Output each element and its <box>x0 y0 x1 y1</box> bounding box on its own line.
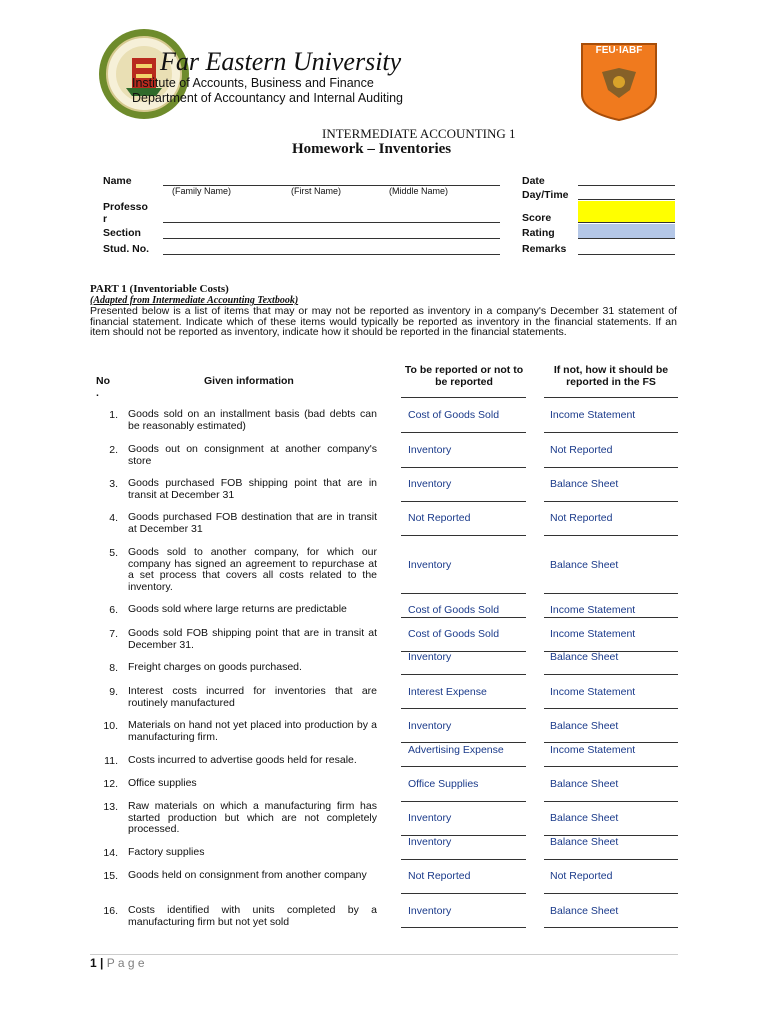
row-number: 14. <box>103 847 118 859</box>
row-report-answer[interactable]: Office Supplies <box>408 778 479 790</box>
row-given-information: Factory supplies <box>128 846 205 858</box>
family-name-hint: (Family Name) <box>172 186 232 196</box>
daytime-label: Day/Time <box>522 189 569 201</box>
row-given-information: Freight charges on goods purchased. <box>128 661 302 673</box>
row-fs-line <box>544 593 678 594</box>
rating-field[interactable] <box>578 224 675 239</box>
row-report-line <box>401 766 526 767</box>
row-report-line <box>401 432 526 433</box>
row-number: 3. <box>109 478 118 490</box>
row-fs-line <box>544 674 678 675</box>
row-report-line <box>401 893 526 894</box>
shield-logo-text: FEU·IABF <box>595 45 643 56</box>
row-fs-answer[interactable]: Income Statement <box>550 686 636 698</box>
row-number: 12. <box>103 778 118 790</box>
part1-title: PART 1 (Inventoriable Costs) <box>90 283 229 295</box>
row-report-answer[interactable]: Inventory <box>408 812 452 824</box>
row-report-line <box>401 801 526 802</box>
row-report-answer[interactable]: Inventory <box>408 444 452 456</box>
row-given-information: Goods sold on an installment basis (bad debts can be reasonably estimated) <box>128 408 377 432</box>
row-report-answer[interactable]: Inventory <box>408 478 452 490</box>
score-label: Score <box>522 212 552 224</box>
row-report-answer[interactable]: Inventory <box>408 720 452 732</box>
institute-name: Institute of Accounts, Business and Finance <box>132 76 374 90</box>
department-name: Department of Accountancy and Internal Auditing <box>132 91 404 105</box>
row-number: 4. <box>109 512 118 524</box>
remarks-field[interactable] <box>578 254 675 255</box>
first-name-hint: (First Name) <box>291 186 341 196</box>
row-fs-answer[interactable]: Balance Sheet <box>550 836 619 848</box>
feu-iabf-shield-logo <box>580 42 658 122</box>
row-fs-answer[interactable]: Balance Sheet <box>550 720 619 732</box>
row-report-answer[interactable]: Advertising Expense <box>408 744 504 756</box>
homework-title: Homework – Inventories <box>292 141 452 157</box>
row-fs-answer[interactable]: Balance Sheet <box>550 651 619 663</box>
row-fs-line <box>544 893 678 894</box>
row-given-information: Goods sold where large returns are predictable <box>128 603 347 615</box>
footer-rule <box>90 954 678 955</box>
row-fs-line <box>544 742 678 743</box>
row-fs-line <box>544 467 678 468</box>
name-label: Name <box>103 175 132 187</box>
row-report-line <box>401 859 526 860</box>
professor-field[interactable] <box>163 222 500 223</box>
row-fs-line <box>544 708 678 709</box>
row-number: 10. <box>103 720 118 732</box>
row-number: 15. <box>103 870 118 882</box>
row-report-line <box>401 501 526 502</box>
daytime-field[interactable] <box>578 199 675 200</box>
page-no: 1 <box>90 956 97 970</box>
row-report-answer[interactable]: Cost of Goods Sold <box>408 628 500 640</box>
row-number: 1. <box>109 409 118 421</box>
remarks-label: Remarks <box>522 243 567 255</box>
row-given-information: Goods held on consignment from another company <box>128 869 367 881</box>
row-report-line <box>401 535 526 536</box>
middle-name-hint: (Middle Name) <box>389 186 449 196</box>
stud-no-label: Stud. No. <box>103 243 150 255</box>
row-fs-line <box>544 535 678 536</box>
row-fs-answer[interactable]: Income Statement <box>550 744 636 756</box>
row-fs-answer[interactable]: Not Reported <box>550 870 613 882</box>
row-report-line <box>401 593 526 594</box>
row-report-line <box>401 674 526 675</box>
course-title: INTERMEDIATE ACCOUNTING 1 <box>322 126 516 141</box>
row-report-line <box>401 742 526 743</box>
row-report-answer[interactable]: Cost of Goods Sold <box>408 409 500 421</box>
score-field[interactable] <box>578 201 675 223</box>
date-field[interactable] <box>578 185 675 186</box>
row-report-answer[interactable]: Not Reported <box>408 512 471 524</box>
col-header-no: No . <box>96 375 110 399</box>
row-report-line <box>401 467 526 468</box>
row-given-information: Goods out on consignment at another company's store <box>128 443 377 467</box>
row-fs-answer[interactable]: Balance Sheet <box>550 812 619 824</box>
row-number: 2. <box>109 444 118 456</box>
row-fs-line <box>544 927 678 928</box>
row-number: 9. <box>109 686 118 698</box>
col-header-report: To be reported or not to be reported <box>404 364 524 388</box>
row-given-information: Costs identified with units completed by a manufacturing firm but not yet sold <box>128 904 377 928</box>
row-report-answer[interactable]: Cost of Goods Sold <box>408 604 500 616</box>
header-line-report <box>401 397 526 398</box>
row-number: 7. <box>109 628 118 640</box>
row-fs-answer[interactable]: Balance Sheet <box>550 559 619 571</box>
stud-no-field[interactable] <box>163 254 500 255</box>
row-fs-answer[interactable]: Income Statement <box>550 604 636 616</box>
page-word: P a g e <box>106 956 145 970</box>
header-line-fs <box>544 397 678 398</box>
row-fs-answer[interactable]: Not Reported <box>550 512 613 524</box>
col-header-fs: If not, how it should be reported in the FS <box>553 364 669 388</box>
col-header-info: Given information <box>204 375 294 387</box>
row-fs-line <box>544 617 678 618</box>
row-report-answer[interactable]: Inventory <box>408 559 452 571</box>
row-given-information: Raw materials on which a manufacturing firm has started production but which are not completely processed. <box>128 800 377 835</box>
row-given-information: Goods sold FOB shipping point that are in transit at December 31. <box>128 627 377 651</box>
row-number: 5. <box>109 547 118 559</box>
row-given-information: Office supplies <box>128 777 197 789</box>
row-given-information: Goods sold to another company, for which our company has signed an agreement to repurchase at a set process that covers all costs related to the inventory. <box>128 546 377 593</box>
row-fs-answer[interactable]: Balance Sheet <box>550 478 619 490</box>
row-given-information: Interest costs incurred for inventories that are routinely manufactured <box>128 685 377 709</box>
row-report-answer[interactable]: Inventory <box>408 651 452 663</box>
part1-instructions: Presented below is a list of items that may or may not be reported as inventory in a company's December 31 statement of financial statement. Indicate which of these items would typically be reported as inventory in the financial statements. If an item should not be reported as inventory, indicate how it should be reported in the financial statements. <box>90 305 677 339</box>
page-number <box>90 956 145 970</box>
row-report-answer[interactable]: Not Reported <box>408 870 471 882</box>
row-fs-line <box>544 859 678 860</box>
row-fs-answer[interactable]: Not Reported <box>550 444 613 456</box>
row-number: 6. <box>109 604 118 616</box>
row-fs-line <box>544 801 678 802</box>
date-label: Date <box>522 175 545 187</box>
row-fs-answer[interactable]: Balance Sheet <box>550 778 619 790</box>
section-label: Section <box>103 227 141 239</box>
row-report-line <box>401 617 526 618</box>
row-number: 13. <box>103 801 118 813</box>
university-name: Far Eastern University <box>160 47 402 76</box>
row-report-answer[interactable]: Inventory <box>408 905 452 917</box>
page-sep: | <box>100 956 104 970</box>
row-given-information: Costs incurred to advertise goods held for resale. <box>128 754 357 766</box>
row-number: 16. <box>103 905 118 917</box>
row-fs-answer[interactable]: Balance Sheet <box>550 905 619 917</box>
rating-label: Rating <box>522 227 555 239</box>
row-given-information: Goods purchased FOB shipping point that are in transit at December 31 <box>128 477 377 501</box>
row-fs-answer[interactable]: Income Statement <box>550 409 636 421</box>
row-report-line <box>401 708 526 709</box>
part1-subtitle: (Adapted from Intermediate Accounting Textbook) <box>90 295 299 306</box>
row-fs-answer[interactable]: Income Statement <box>550 628 636 640</box>
row-fs-line <box>544 432 678 433</box>
row-fs-line <box>544 766 678 767</box>
row-number: 11. <box>104 755 118 767</box>
row-fs-line <box>544 501 678 502</box>
row-given-information: Materials on hand not yet placed into production by a manufacturing firm. <box>128 719 377 743</box>
row-report-answer[interactable]: Inventory <box>408 836 452 848</box>
section-field[interactable] <box>163 238 500 239</box>
professor-label: Professo r <box>103 201 148 225</box>
row-report-line <box>401 927 526 928</box>
row-given-information: Goods purchased FOB destination that are in transit at December 31 <box>128 511 377 535</box>
row-report-answer[interactable]: Interest Expense <box>408 686 487 698</box>
row-number: 8. <box>109 662 118 674</box>
